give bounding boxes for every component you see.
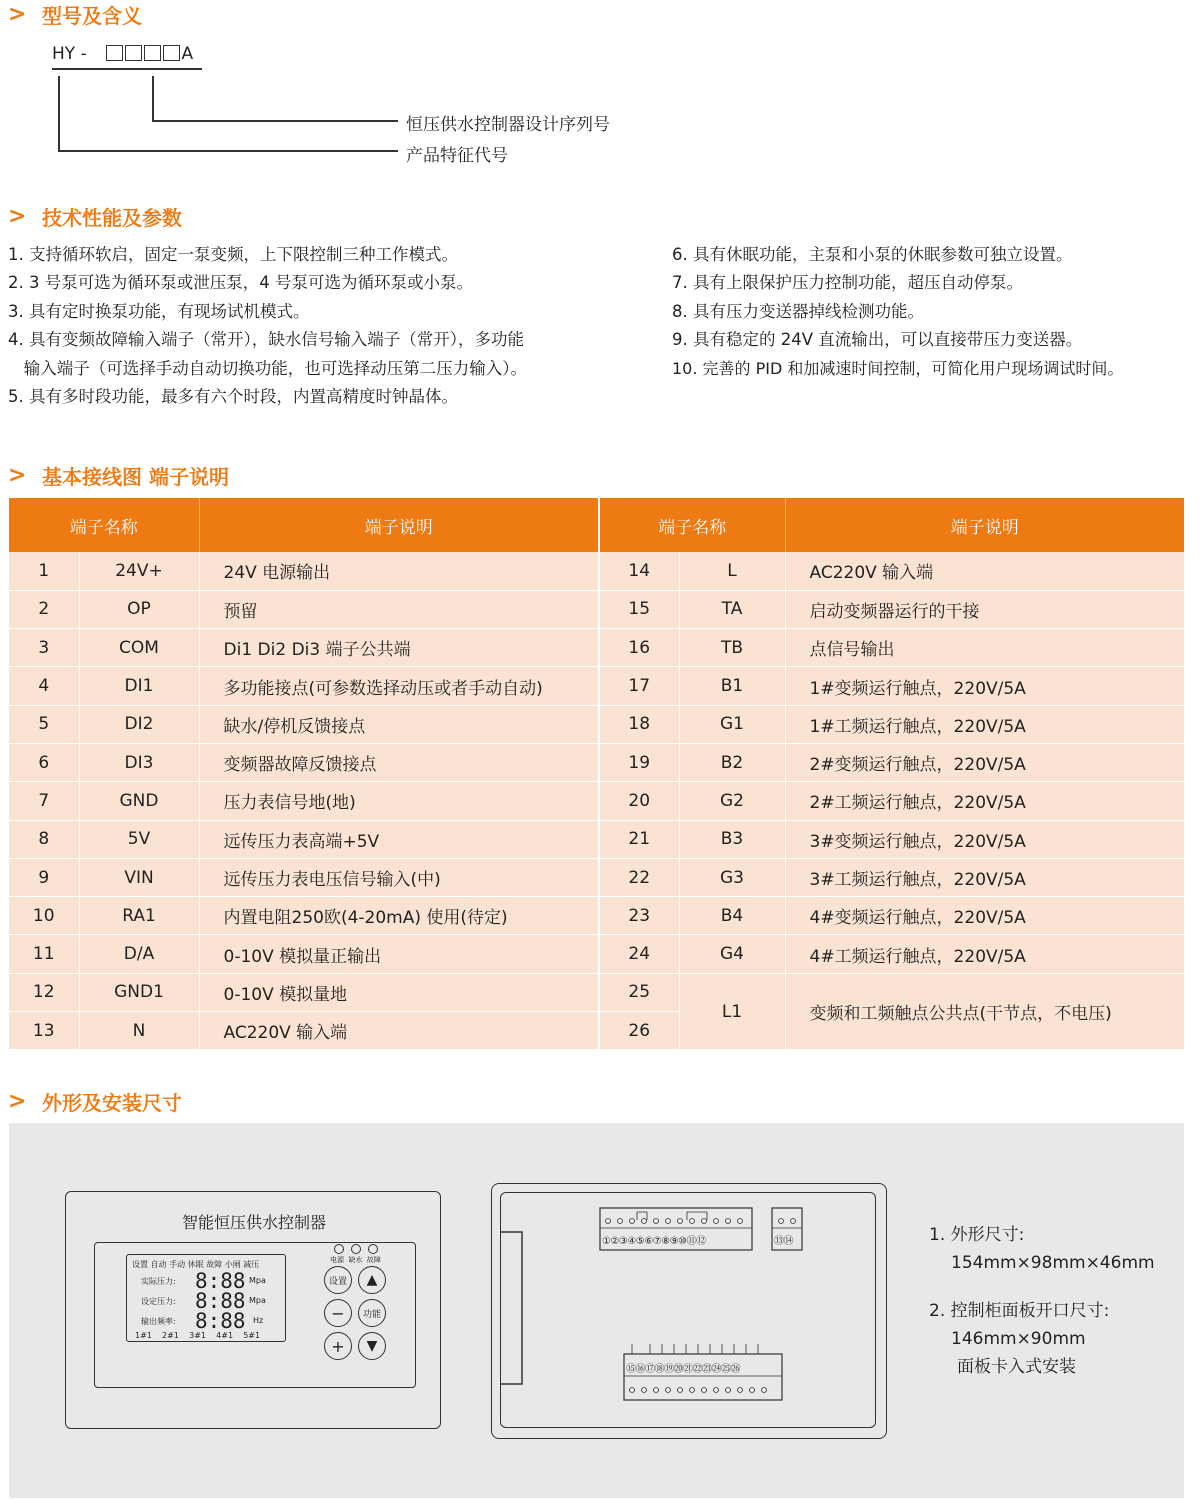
terminal-desc: 0-10V 模拟量正输出 <box>199 935 599 973</box>
lcd-unit: Hz <box>253 1316 264 1325</box>
top-terminal-numbers-2: ⑬⑭ <box>774 1236 793 1247</box>
bottom-terminal-numbers: ⑮⑯⑰⑱⑲⑳㉑㉒㉓㉔㉕㉖ <box>626 1364 740 1375</box>
terminal-number: 19 <box>599 743 679 781</box>
led-indicator <box>334 1244 344 1254</box>
terminal-name: G2 <box>679 782 785 820</box>
terminal-number: 18 <box>599 705 679 743</box>
terminal-desc: 变频和工频触点公共点(干节点，不电压) <box>785 973 1184 1050</box>
terminal-name: VIN <box>79 858 199 896</box>
terminal-name: RA1 <box>79 897 199 935</box>
terminal-number: 6 <box>9 743 79 781</box>
lcd-label-actual: 实际压力: <box>141 1277 176 1286</box>
terminal-desc: AC220V 输入端 <box>785 552 1184 590</box>
table-row <box>9 743 1184 781</box>
terminal-number: 15 <box>599 590 679 628</box>
terminal-name: L1 <box>679 973 785 1050</box>
terminal-number: 13 <box>9 1012 79 1050</box>
table-row <box>9 705 1184 743</box>
terminal-desc: 远传压力表高端+5V <box>199 820 599 858</box>
terminal-table <box>9 498 1184 1050</box>
terminal-name: GND <box>79 782 199 820</box>
terminal-desc: 4#变频运行触点，220V/5A <box>785 897 1184 935</box>
dimension-text <box>929 1221 1155 1381</box>
lcd-pump-labels: 1#1 2#1 3#1 4#1 5#1 <box>135 1331 261 1340</box>
terminal-desc: 缺水/停机反馈接点 <box>199 705 599 743</box>
terminal-desc: 点信号输出 <box>785 629 1184 667</box>
terminal-number: 4 <box>9 667 79 705</box>
top-terminal-numbers: ①②③④⑤⑥⑦⑧⑨⑩⑪⑫ <box>602 1236 706 1247</box>
feature-item: 7. 具有上限保护压力控制功能，超压自动停泵。 <box>672 273 1023 293</box>
terminal-desc: 24V 电源输出 <box>199 552 599 590</box>
dim-install-note: 面板卡入式安装 <box>957 1357 1076 1377</box>
table-row <box>9 552 1184 590</box>
minus-icon: − <box>331 1303 345 1323</box>
lcd-label-freq: 输出频率: <box>141 1317 176 1326</box>
front-view-title: 智能恒压供水控制器 <box>181 1213 326 1232</box>
table-row <box>9 935 1184 973</box>
terminal-desc: 2#工频运行触点，220V/5A <box>785 782 1184 820</box>
terminal-number: 7 <box>9 782 79 820</box>
minus-button[interactable] <box>324 1299 352 1327</box>
lcd-status-labels: 设置 自动 手动 休眠 故障 小闸 减压 <box>132 1260 260 1269</box>
terminal-number: 22 <box>599 858 679 896</box>
connector-line <box>152 120 398 122</box>
feature-item: 3. 具有定时换泵功能，有现场试机模式。 <box>8 301 310 321</box>
up-button[interactable] <box>358 1266 386 1294</box>
chevron-right-icon: > <box>8 2 27 27</box>
header-terminal-name: 端子名称 <box>599 498 785 552</box>
front-view <box>65 1191 441 1429</box>
terminal-number: 26 <box>599 1012 679 1050</box>
terminal-name: TB <box>679 629 785 667</box>
code-box <box>125 45 142 61</box>
code-box <box>163 45 180 61</box>
function-button[interactable]: 功能 <box>358 1299 386 1327</box>
lcd-label-set: 设定压力: <box>141 1297 176 1306</box>
terminal-name: B1 <box>679 667 785 705</box>
terminal-number: 23 <box>599 897 679 935</box>
feature-item: 6. 具有休眠功能，主泵和小泵的休眠参数可独立设置。 <box>672 245 1073 264</box>
table-row <box>9 973 1184 1011</box>
dim-outline-label: 1. 外形尺寸: <box>929 1225 1025 1245</box>
terminal-number: 2 <box>9 590 79 628</box>
terminal-desc: 压力表信号地(地) <box>199 782 599 820</box>
terminal-name: G3 <box>679 858 785 896</box>
feature-item: 4. 具有变频故障输入端子（常开），缺水信号输入端子（常开），多功能 <box>8 330 524 350</box>
terminal-desc: 远传压力表电压信号输入(中) <box>199 858 599 896</box>
terminal-desc: 多功能接点(可参数选择动压或者手动自动) <box>199 667 599 705</box>
terminal-number: 16 <box>599 629 679 667</box>
plus-icon: + <box>331 1336 345 1356</box>
terminal-name: 24V+ <box>79 552 199 590</box>
back-view <box>491 1183 887 1439</box>
terminal-number: 9 <box>9 858 79 896</box>
feature-item: 10. 完善的 PID 和加减速时间控制，可简化用户现场调试时间。 <box>672 358 1124 378</box>
led-indicator <box>351 1244 361 1254</box>
terminal-name: OP <box>79 590 199 628</box>
code-box <box>106 45 123 61</box>
dim-cutout-label: 2. 控制柜面板开口尺寸: <box>929 1301 1110 1321</box>
terminal-name: L <box>679 552 785 590</box>
terminal-name: TA <box>679 590 785 628</box>
terminal-desc: 0-10V 模拟量地 <box>199 973 599 1011</box>
lcd-display <box>126 1254 286 1342</box>
table-row <box>9 782 1184 820</box>
lcd-digits: 8:88 <box>195 1289 246 1313</box>
section-title-wiring: > 基本接线图 端子说明 <box>8 463 229 489</box>
lcd-digits: 8:88 <box>195 1269 246 1293</box>
terminal-name: G4 <box>679 935 785 973</box>
lcd-unit: Mpa <box>249 1276 266 1285</box>
dim-cutout-value: 146mm×90mm <box>951 1329 1086 1349</box>
connector-line <box>58 76 60 150</box>
model-code: HY - A <box>52 44 194 64</box>
set-button[interactable]: 设置 <box>324 1266 352 1294</box>
terminal-desc: 3#工频运行触点，220V/5A <box>785 858 1184 896</box>
table-row <box>9 858 1184 896</box>
section-title-model: > 型号及含义 <box>8 2 142 28</box>
back-view-drawing <box>492 1184 888 1440</box>
led-labels: 电源 缺水 故障 <box>330 1256 381 1264</box>
terminal-desc: 2#变频运行触点，220V/5A <box>785 743 1184 781</box>
terminal-name: B3 <box>679 820 785 858</box>
terminal-desc: 启动变频器运行的干接 <box>785 590 1184 628</box>
feature-item: 8. 具有压力变送器掉线检测功能。 <box>672 301 924 321</box>
chevron-right-icon: > <box>8 1089 27 1114</box>
terminal-name: B4 <box>679 897 785 935</box>
lcd-unit: Mpa <box>249 1296 266 1305</box>
terminal-number: 14 <box>599 552 679 590</box>
terminal-name: B2 <box>679 743 785 781</box>
connector-line <box>58 150 398 152</box>
terminal-desc: 3#变频运行触点，220V/5A <box>785 820 1184 858</box>
lcd-digits: 8:88 <box>195 1309 246 1333</box>
terminal-number: 11 <box>9 935 79 973</box>
terminal-desc: 变频器故障反馈接点 <box>199 743 599 781</box>
section-title-tech: > 技术性能及参数 <box>8 204 182 230</box>
table-row <box>9 820 1184 858</box>
terminal-name: DI2 <box>79 705 199 743</box>
terminal-desc: AC220V 输入端 <box>199 1012 599 1050</box>
plus-button[interactable] <box>324 1332 352 1360</box>
terminal-name: 5V <box>79 820 199 858</box>
header-terminal-desc: 端子说明 <box>199 498 599 552</box>
model-underline <box>52 68 202 70</box>
triangle-up-icon: ▲ <box>366 1272 378 1288</box>
terminal-desc: 1#工频运行触点，220V/5A <box>785 705 1184 743</box>
triangle-down-icon: ▼ <box>366 1338 378 1354</box>
terminal-name: N <box>79 1012 199 1050</box>
terminal-name: DI3 <box>79 743 199 781</box>
table-row <box>9 590 1184 628</box>
terminal-desc: 内置电阻250欧(4-20mA) 使用(待定) <box>199 897 599 935</box>
section-title-dims: > 外形及安装尺寸 <box>8 1089 182 1115</box>
terminal-name: G1 <box>679 705 785 743</box>
terminal-number: 25 <box>599 973 679 1011</box>
terminal-desc: Di1 Di2 Di3 端子公共端 <box>199 629 599 667</box>
terminal-desc: 预留 <box>199 590 599 628</box>
terminal-name: GND1 <box>79 973 199 1011</box>
table-header <box>9 498 1184 552</box>
connector-line <box>152 76 154 120</box>
terminal-name: DI1 <box>79 667 199 705</box>
terminal-number: 3 <box>9 629 79 667</box>
chevron-right-icon: > <box>8 204 27 229</box>
terminal-number: 1 <box>9 552 79 590</box>
terminal-number: 17 <box>599 667 679 705</box>
table-row <box>9 629 1184 667</box>
feature-item: 9. 具有稳定的 24V 直流输出，可以直接带压力变送器。 <box>672 330 1083 350</box>
terminal-number: 20 <box>599 782 679 820</box>
dim-outline-value: 154mm×98mm×46mm <box>951 1253 1155 1273</box>
feature-item: 1. 支持循环软启，固定一泵变频，上下限控制三种工作模式。 <box>8 245 458 264</box>
terminal-number: 21 <box>599 820 679 858</box>
header-terminal-name: 端子名称 <box>9 498 199 552</box>
terminal-number: 8 <box>9 820 79 858</box>
terminal-desc: 4#工频运行触点，220V/5A <box>785 935 1184 973</box>
terminal-name: D/A <box>79 935 199 973</box>
features-left <box>8 241 527 411</box>
feature-item: 输入端子（可选择手动自动切换功能，也可选择动压第二压力输入）。 <box>8 358 527 378</box>
dimension-panel <box>9 1123 1184 1498</box>
terminal-number: 10 <box>9 897 79 935</box>
terminal-number: 5 <box>9 705 79 743</box>
table-row <box>9 897 1184 935</box>
code-box <box>144 45 161 61</box>
feature-item: 2. 3 号泵可选为循环泵或泄压泵，4 号泵可选为循环泵或小泵。 <box>8 273 473 293</box>
chevron-right-icon: > <box>8 463 27 488</box>
terminal-number: 12 <box>9 973 79 1011</box>
led-indicator <box>368 1244 378 1254</box>
terminal-name: COM <box>79 629 199 667</box>
model-desc-serial: 恒压供水控制器设计序列号 <box>406 115 610 135</box>
terminal-desc: 1#变频运行触点，220V/5A <box>785 667 1184 705</box>
down-button[interactable] <box>358 1332 386 1360</box>
feature-item: 5. 具有多时段功能，最多有六个时段，内置高精度时钟晶体。 <box>8 387 458 407</box>
model-desc-feature: 产品特征代号 <box>406 146 508 166</box>
features-right <box>672 241 1123 383</box>
header-terminal-desc: 端子说明 <box>785 498 1184 552</box>
terminal-number: 24 <box>599 935 679 973</box>
table-row <box>9 667 1184 705</box>
